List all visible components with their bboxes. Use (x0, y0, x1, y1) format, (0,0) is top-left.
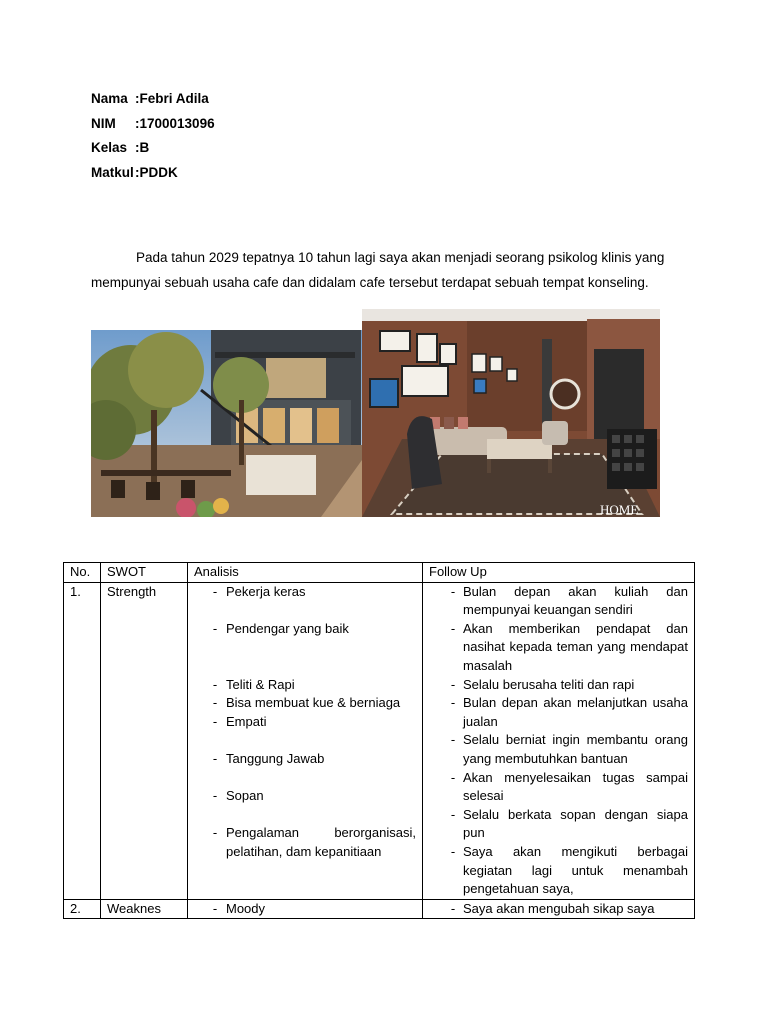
header-follow-up: Follow Up (423, 563, 695, 583)
list-item: - Empati (212, 713, 267, 729)
photo-collage (91, 309, 660, 517)
row-swot-category: Strength (101, 582, 188, 899)
info-value: PDDK (139, 164, 178, 180)
info-label: Matkul (91, 164, 134, 180)
info-label: NIM (91, 115, 116, 131)
info-row-name (91, 91, 215, 116)
follow-up-cell (423, 899, 695, 919)
row-swot-category: Weaknes (101, 899, 188, 919)
header-swot: SWOT (101, 563, 188, 583)
info-value: Febri Adila (139, 91, 209, 106)
intro-text: Pada tahun 2029 tepatnya 10 tahun lagi saya akan menjadi seorang psikolog klinis yang mempunyai sebuah usaha cafe dan didalam cafe tersebut terdapat sebuah tempat konseling. (91, 250, 665, 290)
info-separator: : (135, 91, 140, 106)
info-separator: : (135, 164, 140, 180)
list-item: - Selalu berkata sopan dengan siapa pun (450, 806, 688, 841)
analisis-cell (188, 899, 423, 919)
list-item: - Selalu berusaha teliti dan rapi (450, 676, 635, 692)
table-row (64, 582, 695, 899)
info-row-nim (91, 116, 215, 141)
list-item: - Saya akan mengikuti berbagai kegiatan lagi untuk menambah pengetahuan saya, (450, 843, 688, 897)
intro-paragraph (91, 246, 691, 295)
analisis-cell (188, 582, 423, 899)
info-separator: : (135, 140, 140, 155)
list-item: - Pekerja keras (212, 583, 306, 599)
list-item: - Saya akan mengubah sikap saya (450, 900, 655, 916)
list-item: - Bisa membuat kue & berniaga (212, 695, 401, 711)
follow-up-cell (423, 582, 695, 899)
info-row-kelas (91, 140, 215, 165)
list-item: - Bulan depan akan kuliah dan mempunyai keuangan sendiri (450, 583, 688, 618)
info-separator: : (135, 115, 140, 131)
photo-watermark: HOME (600, 502, 639, 517)
list-item: - Tanggung Jawab (212, 750, 325, 766)
student-info (91, 91, 215, 189)
row-number: 1. (64, 582, 101, 899)
list-item: - Pendengar yang baik (212, 620, 349, 636)
info-label: Kelas (91, 140, 128, 155)
header-no: No. (64, 563, 101, 583)
list-item: - Sopan (212, 788, 264, 804)
swot-table (63, 562, 695, 919)
header-analisis: Analisis (188, 563, 423, 583)
table-row (64, 899, 695, 919)
row-number: 2. (64, 899, 101, 919)
list-item: - Teliti & Rapi (212, 676, 295, 692)
list-item: - Akan memberikan pendapat dan nasihat kepada teman yang mendapat masalah (450, 620, 688, 673)
list-item: - Pengalaman berorganisasi, pelatihan, dam kepanitiaan (212, 825, 416, 859)
info-value: 1700013096 (139, 115, 215, 131)
table-header-row (64, 563, 695, 583)
list-item: - Akan menyelesaikan tugas sampai selesai (450, 769, 688, 804)
list-item: - Selalu berniat ingin membantu orang yang membutuhkan bantuan (450, 732, 688, 766)
info-row-matkul (91, 165, 215, 190)
list-item: - Bulan depan akan melanjutkan usaha jualan (450, 695, 688, 729)
info-value: B (139, 140, 150, 155)
cafe-exterior-photo (91, 330, 362, 517)
cafe-interior-photo (362, 309, 660, 517)
list-item: - Moody (212, 900, 266, 916)
info-label: Nama (91, 91, 128, 106)
